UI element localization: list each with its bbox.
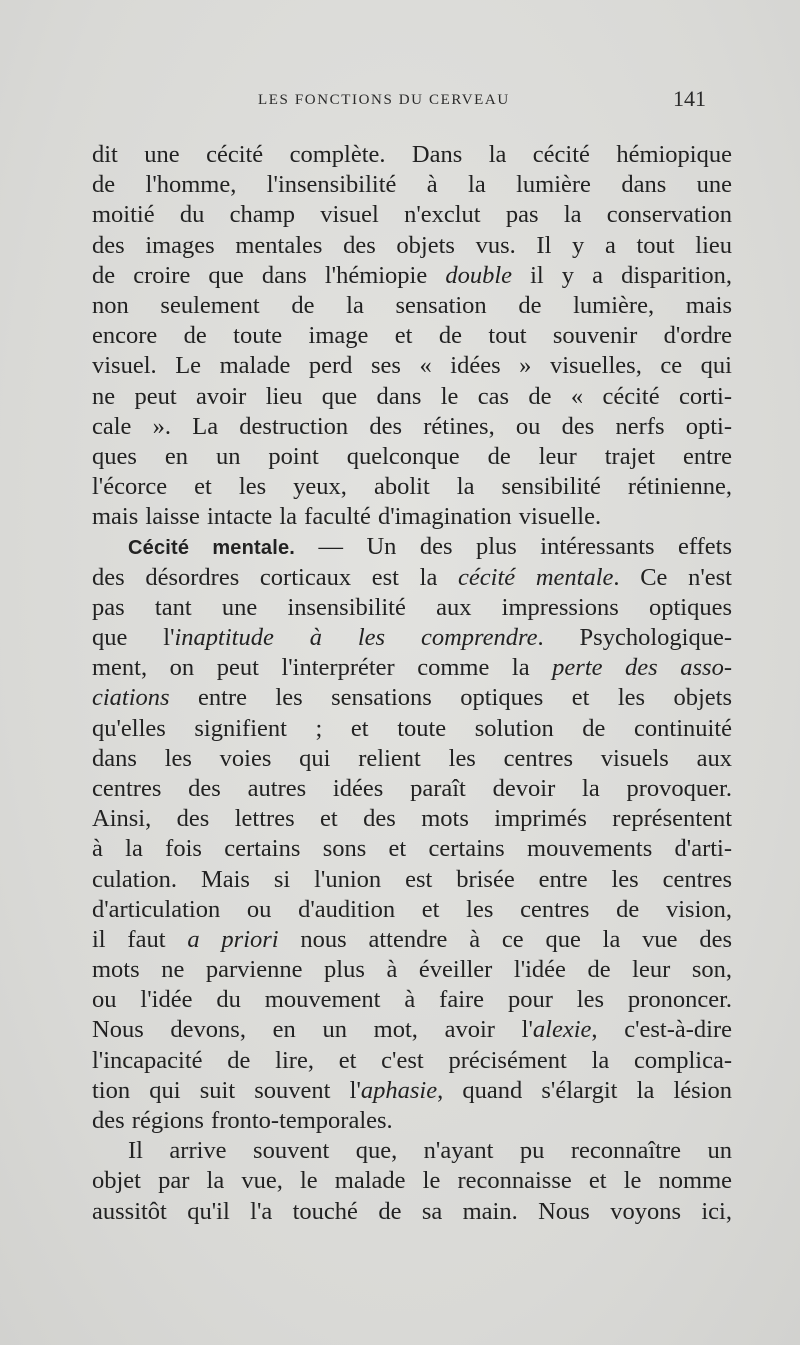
text-line: visuel. Le malade perd ses « idées » visuelles, ce qui (92, 352, 732, 380)
text-line: ou l'idée du mouvement à faire pour les prononcer. (92, 986, 732, 1014)
text-line: l'incapacité de lire, et c'est précisément la complica- (92, 1046, 732, 1074)
text-line: ne peut avoir lieu que dans le cas de « cécité corti- (92, 382, 732, 410)
text-line: non seulement de la sensation de lumière, mais (92, 291, 732, 319)
italic-run: cécité mentale (458, 563, 614, 591)
body-text (92, 140, 732, 1227)
text-line: ciations entre les sensations optiques et les objets (92, 684, 732, 712)
text-line: de croire que dans l'hémiopie double il y a disparition, (92, 261, 732, 289)
text-line: des régions fronto-temporales. (92, 1107, 393, 1134)
text-line: objet par la vue, le malade le reconnaisse et le nomme (92, 1167, 732, 1195)
italic-run: perte des asso- (552, 654, 732, 682)
text-line: des désordres corticaux est la cécité mentale. Ce n'est (92, 563, 732, 591)
text-line: l'écorce et les yeux, abolit la sensibilité rétinienne, (92, 473, 732, 501)
text-line: des images mentales des objets vus. Il y a tout lieu (92, 231, 732, 259)
text-line: pas tant une insensibilité aux impressions optiques (92, 593, 732, 621)
italic-run: alexie (532, 1016, 592, 1044)
text-line: ques en un point quelconque de leur trajet entre (92, 442, 732, 470)
text-line: ment, on peut l'interpréter comme la perte des asso- (92, 654, 732, 682)
text-line: de l'homme, l'insensibilité à la lumière dans une (92, 171, 732, 199)
page-number: 141 (673, 86, 706, 111)
text-line: à la fois certains sons et certains mouvements d'arti- (92, 835, 732, 863)
text-line: mots ne parvienne plus à éveiller l'idée de leur son, (92, 956, 732, 984)
section-heading: Cécité mentale. (128, 537, 296, 560)
text-line: que l'inaptitude à les comprendre. Psychologique- (92, 624, 732, 651)
text-line: mais laisse intacte la faculté d'imagination visuelle. (92, 503, 602, 531)
text-line: dans les voies qui relient les centres visuels aux (92, 744, 732, 772)
italic-run: inaptitude à les comprendre (174, 624, 538, 651)
text-line: cale ». La destruction des rétines, ou des nerfs opti- (92, 412, 732, 440)
section-heading-line: Cécité mentale. — Un des plus intéressants effets (128, 533, 732, 561)
text-line: moitié du champ visuel n'exclut pas la conservation (92, 201, 732, 229)
italic-run: aphasie (360, 1076, 438, 1104)
italic-run: ciations (92, 684, 170, 712)
text-line: qu'elles signifient ; et toute solution de continuité (92, 714, 732, 742)
text-line: il faut a priori nous attendre à ce que la vue des (92, 925, 732, 953)
text-line: culation. Mais si l'union est brisée entre les centres (92, 865, 732, 893)
text-line: dit une cécité complète. Dans la cécité hémiopique (92, 141, 732, 168)
italic-run: double (445, 261, 513, 289)
text-line: tion qui suit souvent l'aphasie, quand s'élargit la lésion (92, 1076, 732, 1104)
text-line: Il arrive souvent que, n'ayant pu reconnaître un (128, 1137, 732, 1165)
running-title: LES FONCTIONS DU CERVEAU (258, 92, 510, 108)
text-line: encore de toute image et de tout souvenir d'ordre (92, 322, 732, 350)
text-line: d'articulation ou d'audition et les centres de vision, (92, 895, 732, 923)
text-line: Nous devons, en un mot, avoir l'alexie, c'est-à-dire (92, 1016, 732, 1044)
text-line: aussitôt qu'il l'a touché de sa main. Nous voyons ici, (92, 1197, 732, 1225)
italic-run: a priori (187, 925, 279, 953)
text-line: Ainsi, des lettres et des mots imprimés représentent (92, 805, 732, 833)
text-line: centres des autres idées paraît devoir la provoquer. (92, 774, 732, 802)
